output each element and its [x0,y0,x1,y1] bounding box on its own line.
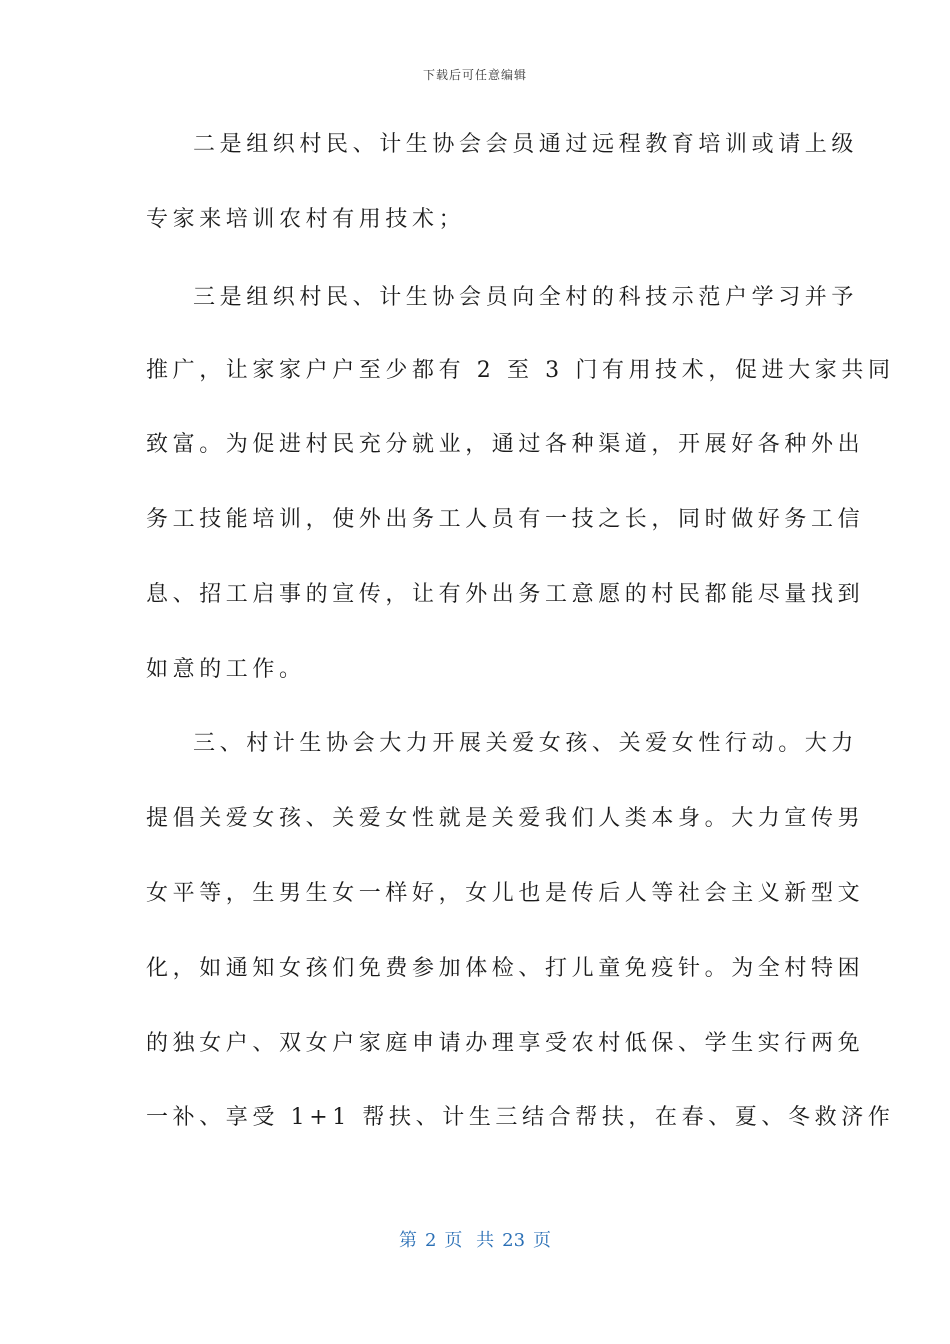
text-line: 化，如通知女孩们免费参加体检、打儿童免疫针。为全村特困 [146,956,865,981]
text-line: 推广，让家家户户至少都有 2 至 3 门有用技术，促进大家共同 [146,358,895,383]
page-header: 下载后可任意编辑 [422,68,527,82]
text-line: 三、村计生协会大力开展关爱女孩、关爱女性行动。大力 [193,731,859,756]
footer-mid: 页 共 [444,1230,495,1251]
text-line: 如意的工作。 [146,657,306,682]
text-line: 致富。为促进村民充分就业，通过各种渠道，开展好各种外出 [146,432,865,457]
text-line: 专家来培训农村有用技术； [146,207,466,232]
text-line: 的独女户、双女户家庭申请办理享受农村低保、学生实行两免 [146,1031,865,1056]
text-line: 息、招工启事的宣传，让有外出务工意愿的村民都能尽量找到 [146,582,865,607]
page-footer [0,1226,950,1252]
text-line: 一补、享受 1+1 帮扶、计生三结合帮扶，在春、夏、冬救济作 [146,1105,895,1130]
text-line: 二是组织村民、计生协会会员通过远程教育培训或请上级 [193,132,859,157]
page-number: 2 [424,1230,437,1251]
text-line: 女平等，生男生女一样好，女儿也是传后人等社会主义新型文 [146,881,865,906]
footer-suffix: 页 [533,1230,552,1251]
text-line: 三是组织村民、计生协会员向全村的科技示范户学习并予 [193,285,859,310]
total-pages: 23 [502,1230,526,1251]
footer-prefix: 第 [398,1230,417,1251]
text-line: 务工技能培训，使外出务工人员有一技之长，同时做好务工信 [146,507,865,532]
text-line: 提倡关爱女孩、关爱女性就是关爱我们人类本身。大力宣传男 [146,806,865,831]
